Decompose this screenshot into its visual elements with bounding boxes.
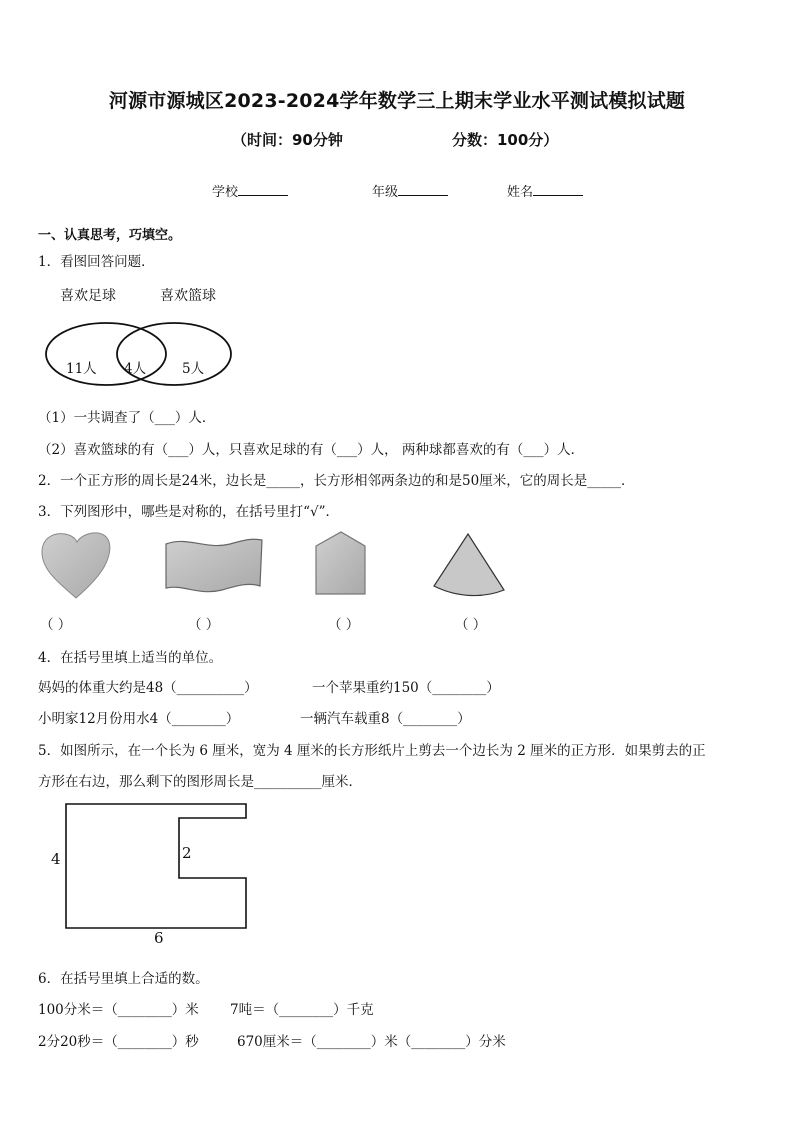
name-blank <box>533 181 583 196</box>
q3-answer-4: （ ） <box>455 617 487 633</box>
q6-item-1: 100分米＝（________）米 <box>38 1002 199 1018</box>
q5-figure <box>48 800 258 948</box>
flag-shape <box>166 539 262 591</box>
grade-label: 年级 <box>372 185 399 200</box>
heart-shape <box>42 533 110 598</box>
venn-right-only: 5人 <box>182 361 205 377</box>
venn-left-only: 11人 <box>66 361 97 377</box>
q6-stem: 6．在括号里填上合适的数。 <box>38 971 209 987</box>
q4-item-3: 小明家12月份用水4（________） <box>38 711 240 727</box>
q3-shapes <box>38 530 518 602</box>
q6-item-3: 2分20秒＝（________）秒 <box>38 1034 199 1050</box>
venn-right-label: 喜欢篮球 <box>160 288 216 304</box>
q5-line1: 5．如图所示，在一个长为 6 厘米，宽为 4 厘米的长方形纸片上剪去一个边长为 2 厘米的正方形．如果剪去的正 <box>38 743 706 759</box>
q3-stem: 3．下列图形中，哪些是对称的，在括号里打“√”． <box>38 504 339 520</box>
q4-stem: 4．在括号里填上适当的单位。 <box>38 650 223 666</box>
q3-answer-3: （ ） <box>328 617 360 633</box>
house-shape <box>316 532 365 594</box>
q1-part2: （2）喜欢篮球的有（___）人，只喜欢足球的有（___）人， 两种球都喜欢的有（___）人． <box>38 442 585 458</box>
venn-diagram <box>40 318 236 390</box>
grade-field <box>372 181 448 200</box>
q3-answer-1: （ ） <box>40 617 72 633</box>
q5-line2: 方形在右边，那么剩下的图形周长是__________厘米． <box>38 774 362 790</box>
q5-label-width: 6 <box>154 929 164 947</box>
school-blank <box>238 181 288 196</box>
q2: 2．一个正方形的周长是24米，边长是_____，长方形相邻两条边的和是50厘米，它的周长是_____． <box>38 473 635 489</box>
school-label: 学校 <box>212 185 239 200</box>
q3-answer-2: （ ） <box>188 617 220 633</box>
exam-time: （时间：90分钟 <box>232 131 343 149</box>
exam-title: 河源市源城区2023-2024学年数学三上期末学业水平测试模拟试题 <box>108 90 686 112</box>
football-circle <box>46 323 166 385</box>
grade-blank <box>398 181 448 196</box>
q6-item-4: 670厘米＝（________）米（________）分米 <box>237 1034 506 1050</box>
q4-item-2: 一个苹果重约150（________） <box>312 680 500 696</box>
venn-both: 4人 <box>124 361 147 377</box>
q6-item-2: 7吨＝（________）千克 <box>230 1002 374 1018</box>
q5-label-height: 4 <box>51 850 61 868</box>
section-heading: 一、认真思考，巧填空。 <box>38 228 182 243</box>
q1-part1: （1）一共调查了（___）人． <box>38 410 216 426</box>
exam-score: 分数：100分） <box>452 131 559 149</box>
q5-label-notch: 2 <box>182 844 192 862</box>
q4-item-4: 一辆汽车载重8（________） <box>300 711 471 727</box>
venn-left-label: 喜欢足球 <box>60 288 116 304</box>
sector-shape <box>434 534 504 596</box>
name-field <box>507 181 583 200</box>
school-field <box>212 181 288 200</box>
q1-stem: 1．看图回答问题． <box>38 254 155 270</box>
name-label: 姓名 <box>507 185 534 200</box>
q4-item-1: 妈妈的体重大约是48（__________） <box>38 680 258 696</box>
remaining-shape <box>66 804 246 928</box>
